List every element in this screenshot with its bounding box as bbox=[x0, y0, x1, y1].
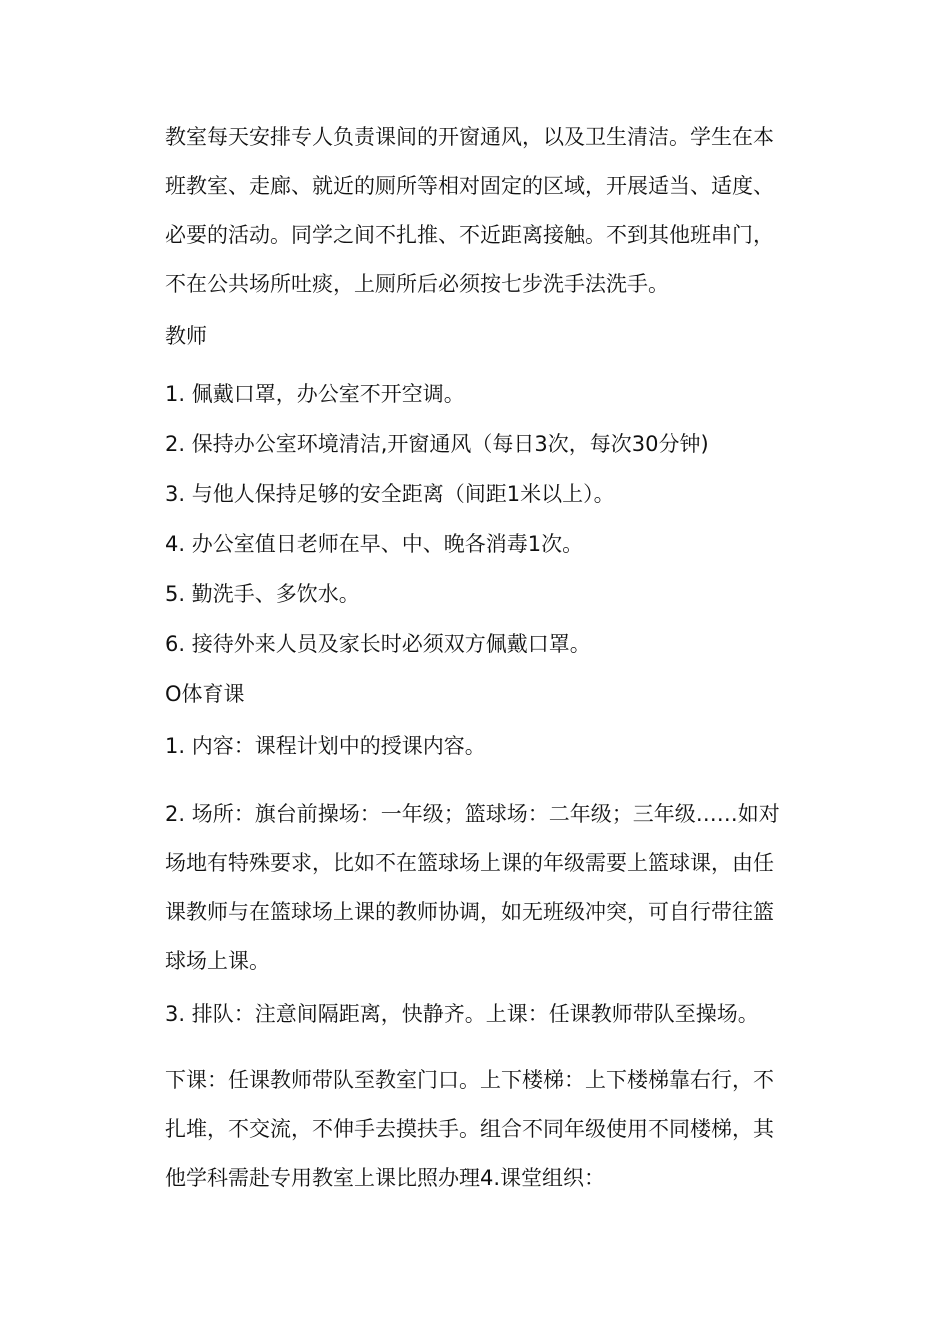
teacher-item-1: 1. 佩戴口罩，办公室不开空调。 bbox=[165, 382, 465, 406]
pe-item-2 bbox=[165, 790, 815, 986]
pe-item-3: 3. 排队：注意间隔距离，快静齐。上课：任课教师带队至操场。 bbox=[165, 1002, 759, 1026]
text-line: 他学科需赴专用教室上课比照办理4.课堂组织： bbox=[165, 1166, 606, 1190]
teacher-item-5: 5. 勤洗手、多饮水。 bbox=[165, 582, 360, 606]
text-line: 球场上课。 bbox=[165, 949, 270, 973]
pe-item-1: 1. 内容：课程计划中的授课内容。 bbox=[165, 734, 486, 758]
text-line: 扎堆，不交流，不伸手去摸扶手。组合不同年级使用不同楼梯，其 bbox=[165, 1117, 774, 1141]
text-line: 2. 场所：旗台前操场：一年级；篮球场：二年级；三年级……如对 bbox=[165, 802, 780, 826]
teacher-item-6: 6. 接待外来人员及家长时必须双方佩戴口罩。 bbox=[165, 632, 591, 656]
heading-teacher: 教师 bbox=[165, 324, 207, 348]
text-line: 下课：任课教师带队至教室门口。上下楼梯：上下楼梯靠右行，不 bbox=[165, 1068, 774, 1092]
heading-pe: O体育课 bbox=[165, 682, 245, 706]
paragraph-classroom-hygiene bbox=[165, 113, 815, 309]
teacher-item-3: 3. 与他人保持足够的安全距离（间距1米以上）。 bbox=[165, 482, 615, 506]
teacher-item-2: 2. 保持办公室环境清洁,开窗通风（每日3次，每次30分钟) bbox=[165, 432, 709, 456]
text-line: 不在公共场所吐痰，上厕所后必须按七步洗手法洗手。 bbox=[165, 272, 669, 296]
teacher-item-4: 4. 办公室值日老师在早、中、晚各消毒1次。 bbox=[165, 532, 584, 556]
text-line: 班教室、走廊、就近的厕所等相对固定的区域，开展适当、适度、 bbox=[165, 174, 774, 198]
text-line: 课教师与在篮球场上课的教师协调，如无班级冲突，可自行带往篮 bbox=[165, 900, 774, 924]
text-line: 教室每天安排专人负责课间的开窗通风，以及卫生清洁。学生在本 bbox=[165, 125, 774, 149]
paragraph-dismissal bbox=[165, 1056, 815, 1203]
text-line: 必要的活动。同学之间不扎推、不近距离接触。不到其他班串门， bbox=[165, 223, 774, 247]
text-line: 场地有特殊要求，比如不在篮球场上课的年级需要上篮球课，由任 bbox=[165, 851, 774, 875]
